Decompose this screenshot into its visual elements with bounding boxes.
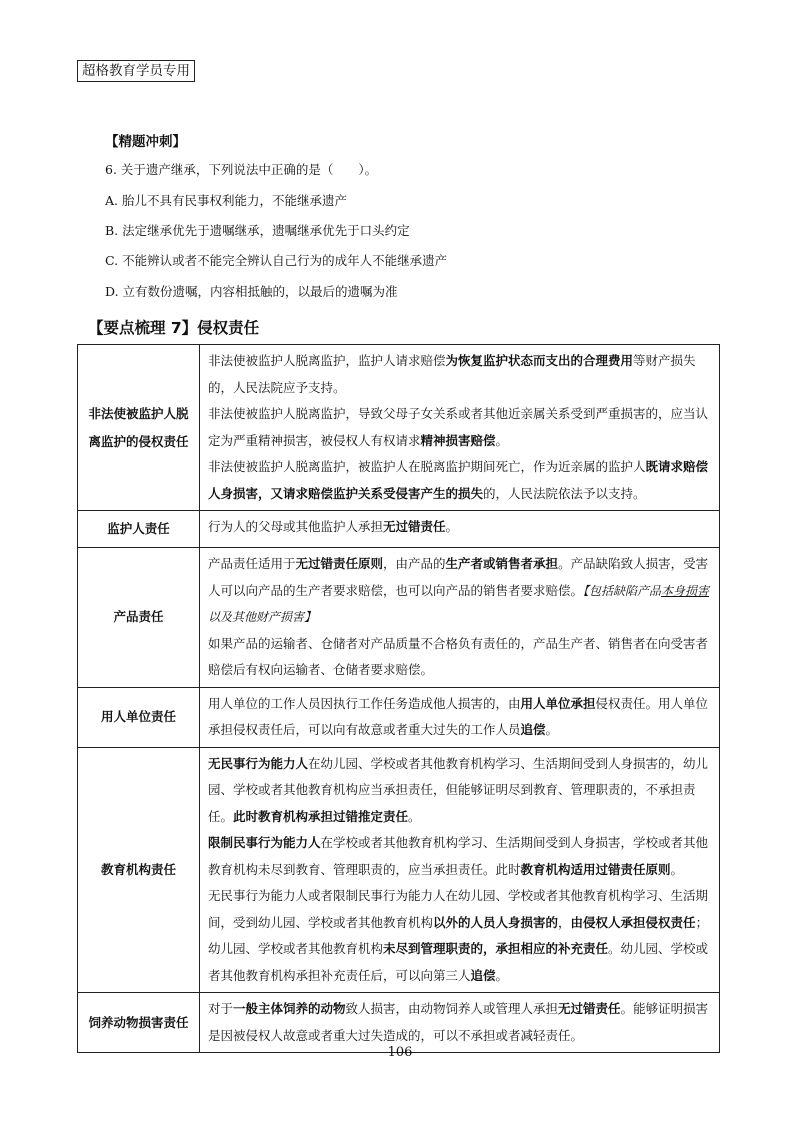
paragraph: 如果产品的运输者、仓储者对产品质量不合格负有责任的，产品生产者、销售者在向受害者赔偿后有权向运输者、仓储者要求赔偿。 [208, 635, 709, 677]
tort-liability-table [77, 344, 720, 1053]
option-a: A. 胎儿不具有民事权利能力，不能继承遗产 [105, 193, 347, 208]
paragraph: 产品责任适用于无过错责任原则，由产品的生产者或销售者承担。产品缺陷致人损害，受害人可以向产品的生产者要求赔偿，也可以向产品的销售者要求赔偿。【包括缺陷产品本身损害以及其他财产损害】 [208, 556, 710, 624]
row-heading: 教育机构责任 [78, 747, 200, 993]
header-label: 超格教育学员专用 [77, 60, 195, 82]
page-number: 106 [387, 1045, 413, 1060]
paragraph: 非法使被监护人脱离监护，导致父母子女关系或者其他近亲属关系受到严重损害的，应当认定为严重精神损害，被侵权人有权请求精神损害赔偿。 [208, 406, 709, 448]
annotation-note: 【包括缺陷产品本身损害以及其他财产损害】 [208, 583, 710, 624]
key-point-title: 【要点梳理 7】侵权责任 [88, 319, 260, 337]
paragraph: 无民事行为能力人或者限制民事行为能力人在幼儿园、学校或者其他教育机构学习、生活期间，受到幼儿园、学校或者其他教育机构以外的人员人身损害的，由侵权人承担侵权责任；幼儿园、学校或者其他教育机构未尽到管理职责的，承担相应的补充责任。幼儿园、学校或者其他教育机构承担补充责任后，可以向第三人追偿。 [208, 888, 709, 983]
row-content: 对于一般主体饲养的动物致人损害，由动物饲养人或管理人承担无过错责任。能够证明损害是因被侵权人故意或者重大过失造成的，可以不承担或者减轻责任。 [200, 993, 720, 1053]
table-row [78, 345, 720, 511]
row-content: 行为人的父母或其他监护人承担无过错责任。 [200, 511, 720, 548]
row-heading: 产品责任 [78, 548, 200, 688]
table-row [78, 548, 720, 688]
option-d: D. 立有数份遗嘱，内容相抵触的，以最后的遗嘱为准 [105, 284, 398, 299]
row-heading: 监护人责任 [78, 511, 200, 548]
row-content: 用人单位的工作人员因执行工作任务造成他人损害的，由用人单位承担侵权责任。用人单位承担侵权责任后，可以向有故意或者重大过失的工作人员追偿。 [200, 687, 720, 747]
table-row [78, 687, 720, 747]
table-row [78, 511, 720, 548]
row-heading: 非法使被监护人脱离监护的侵权责任 [78, 345, 200, 511]
option-c: C. 不能辨认或者不能完全辨认自己行为的成年人不能继承遗产 [105, 253, 448, 268]
paragraph: 非法使被监护人脱离监护，监护人请求赔偿为恢复监护状态而支出的合理费用等财产损失的，人民法院应予支持。 [208, 353, 696, 395]
option-b: B. 法定继承优先于遗嘱继承，遗嘱继承优先于口头约定 [105, 223, 410, 238]
question-text: 6. 关于遗产继承，下列说法中正确的是（ ）。 [105, 162, 378, 177]
paragraph: 非法使被监护人脱离监护，被监护人在脱离监护期间死亡，作为近亲属的监护人既请求赔偿人身损害，又请求赔偿监护关系受侵害产生的损失的，人民法院依法予以支持。 [208, 459, 709, 501]
paragraph: 无民事行为能力人在幼儿园、学校或者其他教育机构学习、生活期间受到人身损害的，幼儿园、学校或者其他教育机构应当承担责任，但能够证明尽到教育、管理职责的，不承担责任。此时教育机构承担过错推定责任。 [208, 755, 709, 824]
row-content [200, 548, 720, 688]
row-heading: 饲养动物损害责任 [78, 993, 200, 1053]
section-title: 【精题冲刺】 [105, 134, 186, 150]
paragraph: 限制民事行为能力人在学校或者其他教育机构学习、生活期间受到人身损害，学校或者其他教育机构未尽到教育、管理职责的，应当承担责任。此时教育机构适用过错责任原则。 [208, 835, 709, 877]
row-content [200, 747, 720, 993]
table-row [78, 993, 720, 1053]
table-row [78, 747, 720, 993]
row-heading: 用人单位责任 [78, 687, 200, 747]
row-content [200, 345, 720, 511]
